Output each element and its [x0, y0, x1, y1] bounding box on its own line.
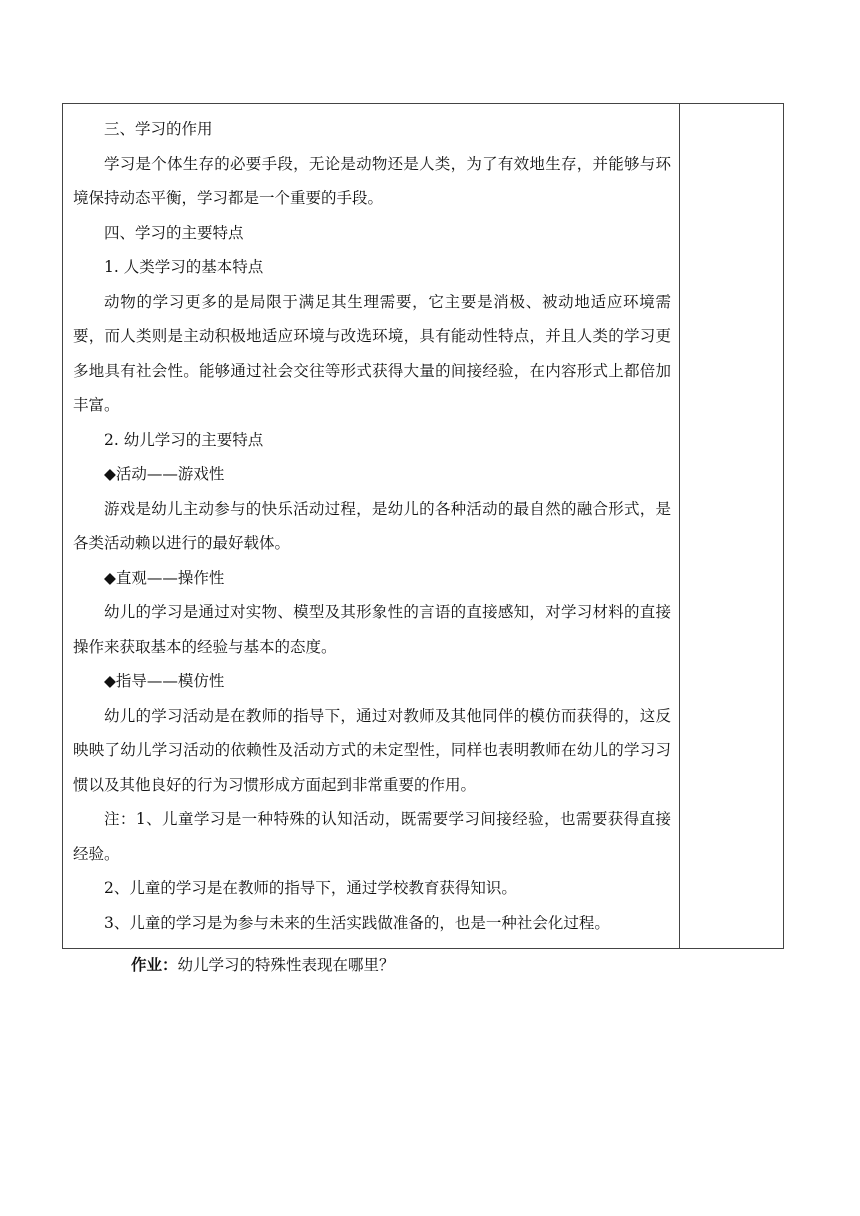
point-title: ◆活动——游戏性	[104, 465, 225, 483]
paragraph: 幼儿的学习是通过对实物、模型及其形象性的言语的直接感知，对学习材料的直接操作来获取基本的经验与基本的态度。	[73, 603, 671, 656]
subsection-heading: 1. 人类学习的基本特点	[104, 258, 264, 276]
homework-line	[131, 951, 395, 979]
subsection-heading: 2. 幼儿学习的主要特点	[104, 430, 264, 449]
paragraph: 动物的学习更多的是局限于满足其生理需要，它主要是消极、被动地适应环境需要，而人类则是主动积极地适应环境与改选环境，具有能动性特点，并且人类的学习更多地具有社会性。能够通过社会交往等形式获得大量的间接经验，在内容形式上都倍加丰富。	[73, 292, 671, 414]
note: 3、儿童的学习是为参与未来的生活实践做准备的，也是一种社会化过程。	[104, 913, 610, 932]
paragraph: 游戏是幼儿主动参与的快乐活动过程，是幼儿的各种活动的最自然的融合形式，是各类活动赖以进行的最好载体。	[73, 499, 671, 552]
point-title: ◆指导——模仿性	[104, 672, 225, 690]
note: 2、儿童的学习是在教师的指导下，通过学校教育获得知识。	[104, 879, 517, 897]
note: 注：1、儿童学习是一种特殊的认知活动，既需要学习间接经验，也需要获得直接经验。	[73, 810, 671, 863]
lesson-table	[62, 103, 784, 949]
homework-label: 作业：	[131, 956, 178, 974]
notes-column	[679, 104, 783, 948]
point-title: ◆直观——操作性	[104, 568, 225, 587]
paragraph: 学习是个体生存的必要手段，无论是动物还是人类，为了有效地生存，并能够与环境保持动态平衡，学习都是一个重要的手段。	[73, 154, 671, 207]
section-heading: 三、学习的作用	[104, 120, 213, 138]
paragraph: 幼儿的学习活动是在教师的指导下，通过对教师及其他同伴的模仿而获得的，这反映映了幼儿学习活动的依赖性及活动方式的未定型性，同样也表明教师在幼儿的学习习惯以及其他良好的行为习惯形成方面起到非常重要的作用。	[73, 706, 671, 794]
content-cell	[63, 104, 680, 948]
section-heading: 四、学习的主要特点	[104, 223, 244, 242]
homework-question: 幼儿学习的特殊性表现在哪里？	[177, 956, 395, 974]
